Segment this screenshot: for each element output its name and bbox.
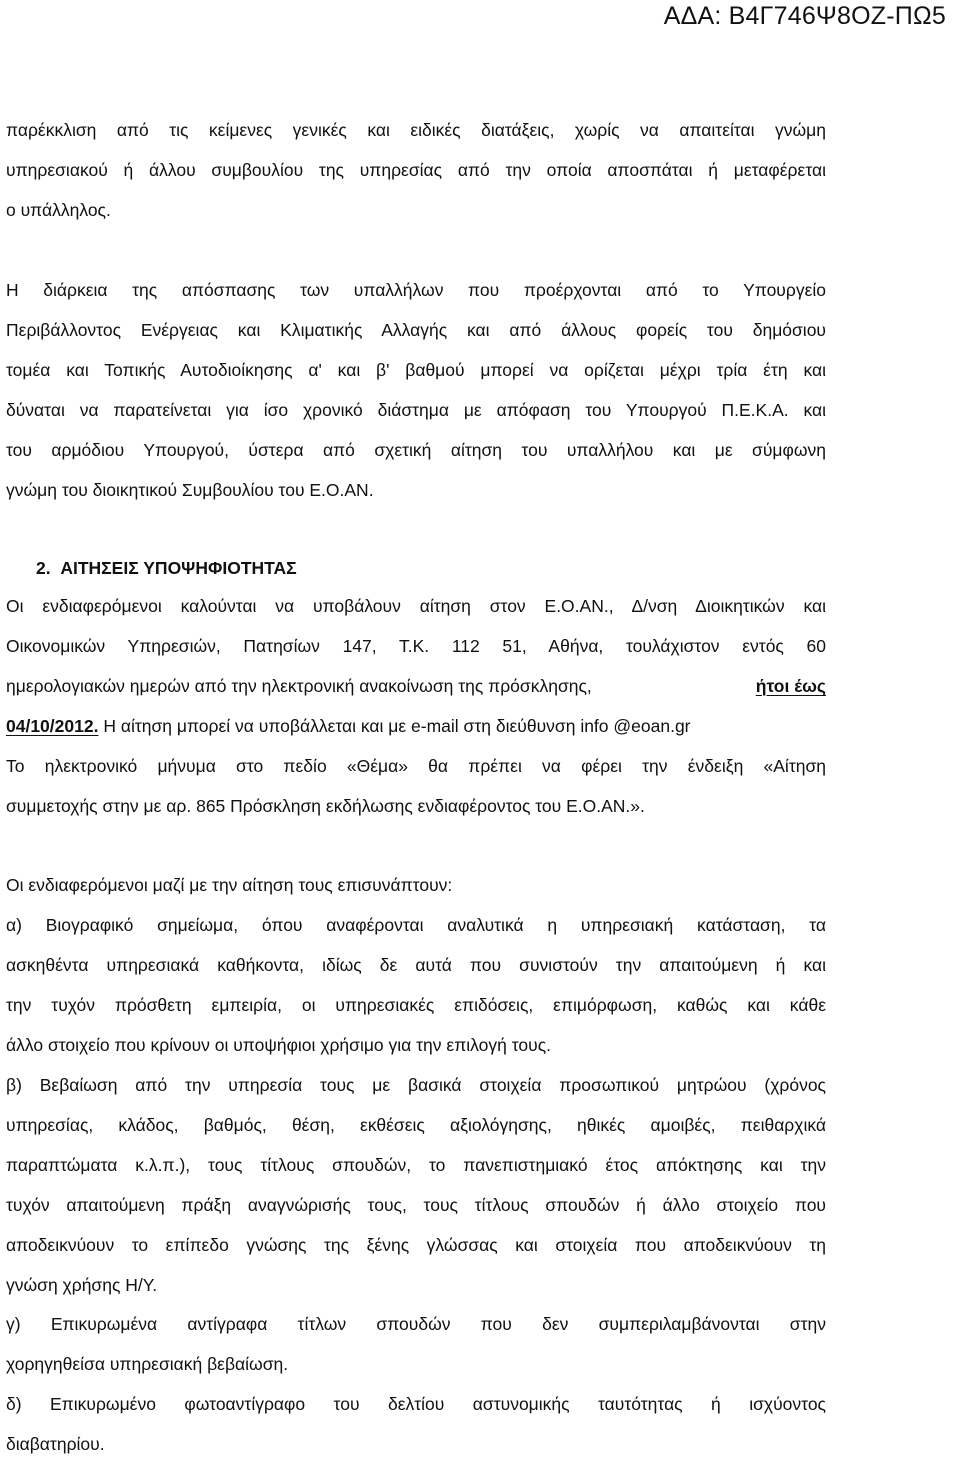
list-item-line: γνώση χρήσης Η/Υ. [6, 1275, 158, 1295]
list-item-line: ασκηθέντα υπηρεσιακά καθήκοντα, ιδίως δε αυτά που συνιστούν την απαιτούμενη ή και [6, 955, 826, 975]
list-item-line: α) Βιογραφικό σημείωμα, όπου αναφέρονται αναλυτικά η υπηρεσιακή κατάσταση, τα [6, 915, 826, 935]
list-item-line: παραπτώματα κ.λ.π.), τους τίτλους σπουδών, το πανεπιστημιακό έτος απόκτησης και την [6, 1155, 826, 1175]
text-line: γνώμη του διοικητικού Συμβουλίου του Ε.Ο.ΑΝ. [6, 480, 374, 500]
text-line: συμμετοχής στην με αρ. 865 Πρόσκληση εκδήλωσης ενδιαφέροντος του Ε.Ο.ΑΝ.». [6, 796, 645, 816]
deadline-date: 04/10/2012. [6, 716, 99, 736]
text-line: Περιβάλλοντος Ενέργειας και Κλιματικής Αλλαγής και από άλλους φορείς του δημόσιου [6, 320, 826, 340]
list-item-line: άλλο στοιχείο που κρίνουν οι υποψήφιοι χρήσιμο για την επιλογή τους. [6, 1035, 551, 1055]
list-item-line: υπηρεσίας, κλάδος, βαθμός, θέση, εκθέσεις αξιολόγησης, ηθικές αμοιβές, πειθαρχικά [6, 1115, 826, 1135]
list-item-line: β) Βεβαίωση από την υπηρεσία τους με βασικά στοιχεία προσωπικού μητρώου (χρόνος [6, 1075, 826, 1095]
list-item-line: δ) Επικυρωμένο φωτοαντίγραφο του δελτίου αστυνομικής ταυτότητας ή ισχύοντος [6, 1394, 826, 1414]
text-line [6, 714, 826, 738]
section-title: ΑΙΤΗΣΕΙΣ ΥΠΟΨΗΦΙΟΤΗΤΑΣ [60, 558, 297, 578]
list-item-line: αποδεικνύουν το επίπεδο γνώσης της ξένης γλώσσας και στοιχεία που αποδεικνύουν τη [6, 1235, 826, 1255]
list-item-line: διαβατηρίου. [6, 1434, 105, 1454]
text-line: Το ηλεκτρονικό μήνυμα στο πεδίο «Θέμα» θα πρέπει να φέρει την ένδειξη «Αίτηση [6, 756, 826, 776]
section-number: 2. [36, 558, 51, 578]
text-line: ο υπάλληλος. [6, 200, 111, 220]
list-item-line: την τυχόν πρόσθετη εμπειρία, οι υπηρεσιακές επιδόσεις, επιμόρφωση, καθώς και κάθε [6, 995, 826, 1015]
text-span: ημερολογιακών ημερών από την ηλεκτρονική ανακοίνωση της πρόσκλησης, [6, 676, 592, 696]
text-line: Οικονομικών Υπηρεσιών, Πατησίων 147, Τ.Κ. 112 51, Αθήνα, τουλάχιστον εντός 60 [6, 636, 826, 656]
text-line: δύναται να παρατείνεται για ίσο χρονικό διάστημα με απόφαση του Υπουργού Π.Ε.Κ.Α. και [6, 400, 826, 420]
text-line: παρέκκλιση από τις κείμενες γενικές και ειδικές διατάξεις, χωρίς να απαιτείται γνώμη [6, 120, 826, 140]
text-line: Η διάρκεια της απόσπασης των υπαλλήλων που προέρχονται από το Υπουργείο [6, 280, 826, 300]
list-item-line: τυχόν απαιτούμενη πράξη αναγνώρισής τους, τους τίτλους σπουδών ή άλλο στοιχείο που [6, 1195, 826, 1215]
text-line: Οι ενδιαφερόμενοι καλούνται να υποβάλουν αίτηση στον Ε.Ο.ΑΝ., Δ/νση Διοικητικών και [6, 596, 826, 616]
section-heading [36, 556, 636, 580]
text-span: Η αίτηση μπορεί να υποβάλλεται και με e-mail στη διεύθυνση info @eoan.gr [103, 716, 691, 736]
text-line: Οι ενδιαφερόμενοι μαζί με την αίτηση τους επισυνάπτουν: [6, 875, 453, 895]
deadline-prefix: ήτοι έως [755, 676, 826, 696]
ada-code: ΑΔΑ: Β4Γ746Ψ8ΟΖ-ΠΩ5 [663, 2, 946, 30]
text-line: τομέα και Τοπικής Αυτοδιοίκησης α' και β' βαθμού μπορεί να ορίζεται μέχρι τρία έτη και [6, 360, 826, 380]
text-line: υπηρεσιακού ή άλλου συμβουλίου της υπηρεσίας από την οποία αποσπάται ή μεταφέρεται [6, 160, 826, 180]
list-item-line: χορηγηθείσα υπηρεσιακή βεβαίωση. [6, 1354, 289, 1374]
text-line: του αρμόδιου Υπουργού, ύστερα από σχετική αίτηση του υπαλλήλου και με σύμφωνη [6, 440, 826, 460]
text-line [6, 674, 826, 698]
list-item-line: γ) Επικυρωμένα αντίγραφα τίτλων σπουδών που δεν συμπεριλαμβάνονται στην [6, 1314, 826, 1334]
